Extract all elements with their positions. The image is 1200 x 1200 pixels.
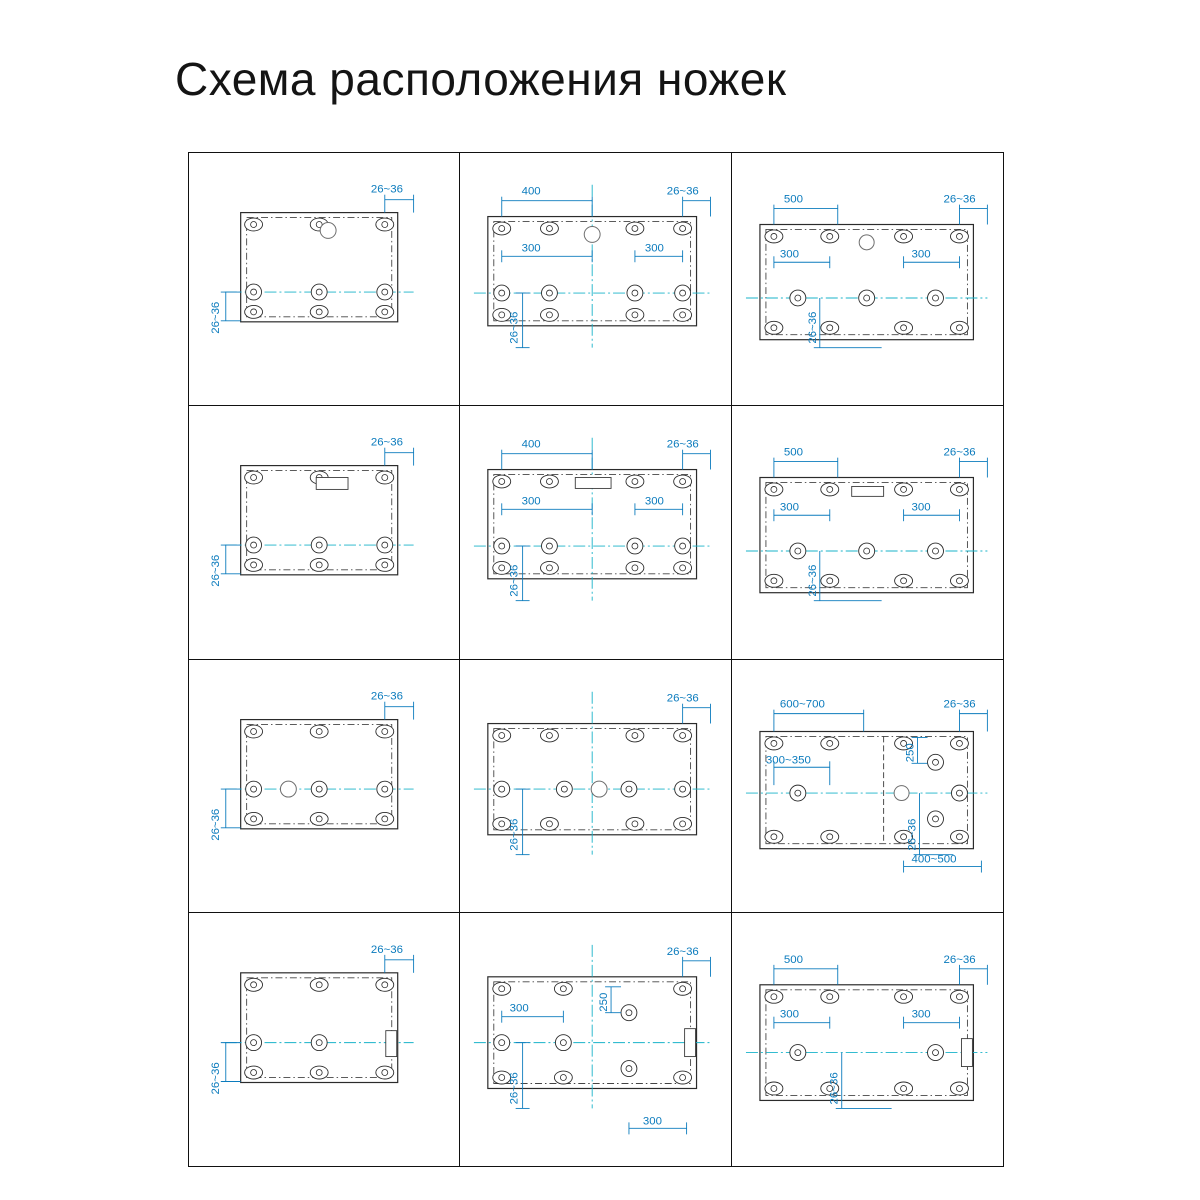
cell-2-drawing — [460, 153, 730, 405]
cell-11-drawing — [460, 913, 730, 1166]
dim-label: 250 — [598, 992, 611, 1012]
dim-label: 300 — [645, 242, 665, 255]
dim-label: 26~36 — [943, 698, 976, 711]
dim-label: 26~36 — [667, 185, 700, 198]
foot — [765, 736, 969, 842]
dim-label: 500 — [783, 953, 803, 966]
dim-label: 26~36 — [806, 311, 819, 344]
drain-icon — [280, 781, 296, 797]
dim-label: 300 — [779, 248, 799, 261]
cell-3-drawing — [732, 153, 1003, 405]
dim-label: 400 — [521, 438, 541, 451]
drain-icon — [320, 223, 336, 239]
dim-label: 26~36 — [667, 945, 700, 958]
cell-8-drawing — [460, 660, 730, 912]
slot-drain-icon — [576, 478, 612, 489]
cell-7-drawing — [189, 660, 459, 912]
dim-label: 26~36 — [508, 818, 521, 851]
cell-1-drawing — [189, 153, 459, 405]
dim-label: 400 — [521, 185, 541, 198]
diagram-cell-3 — [732, 153, 1003, 406]
drain-icon — [592, 781, 608, 797]
dim-label: 26~36 — [370, 436, 403, 449]
dim-label: 26~36 — [209, 301, 222, 334]
dim-label: 26~36 — [943, 446, 976, 459]
slot-drain-icon — [316, 478, 348, 490]
cell-5-drawing — [460, 406, 730, 658]
dim-label: 300 — [911, 501, 931, 514]
dim-label: 26~36 — [209, 808, 222, 841]
dim-label: 26~36 — [508, 311, 521, 344]
diagram-cell-10 — [189, 913, 460, 1166]
slot-drain-icon — [961, 1038, 972, 1066]
dim-label: 26~36 — [943, 193, 976, 206]
diagram-cell-5 — [460, 406, 731, 659]
dim-label: 300 — [521, 495, 541, 508]
drain-icon — [585, 226, 601, 242]
dim-label: 26~36 — [806, 564, 819, 597]
dim-label: 300 — [645, 495, 665, 508]
dim-label: 26~36 — [370, 690, 403, 703]
dim-label: 300 — [521, 242, 541, 255]
slot-drain-icon — [851, 487, 883, 497]
cell-6-drawing — [732, 406, 1003, 658]
dim-label: 400~500 — [911, 853, 957, 866]
dim-label: 300 — [510, 1002, 530, 1015]
diagram-cell-11 — [460, 913, 731, 1166]
foot — [245, 978, 394, 1079]
dim-label: 300 — [779, 1008, 799, 1021]
dim-label: 500 — [783, 193, 803, 206]
cell-4-drawing — [189, 406, 459, 658]
diagram-cell-8 — [460, 660, 731, 913]
dim-label: 26~36 — [209, 554, 222, 587]
dim-label: 300 — [643, 1115, 663, 1128]
dim-label: 26~36 — [667, 692, 700, 705]
diagram-cell-1 — [189, 153, 460, 406]
slot-drain-icon — [386, 1030, 397, 1056]
dim-label: 26~36 — [906, 818, 919, 851]
dim-label: 26~36 — [370, 183, 403, 196]
diagram-cell-2 — [460, 153, 731, 406]
page-title: Схема расположения ножек — [175, 53, 787, 105]
drain-icon — [859, 235, 874, 250]
dim-label: 26~36 — [508, 1072, 521, 1105]
drain-icon — [894, 785, 909, 800]
diagram-cell-7 — [189, 660, 460, 913]
diagram-cell-12 — [732, 913, 1003, 1166]
dim-label: 600~700 — [779, 698, 825, 711]
slot-drain-icon — [685, 1028, 696, 1056]
diagram-cell-4 — [189, 406, 460, 659]
dim-label: 26~36 — [209, 1062, 222, 1095]
dim-label: 26~36 — [370, 943, 403, 956]
diagram-cell-6 — [732, 406, 1003, 659]
dim-label: 300 — [911, 1008, 931, 1021]
schematic-grid — [188, 152, 1004, 1167]
foot — [765, 483, 969, 587]
dim-label: 500 — [783, 446, 803, 459]
dim-label: 26~36 — [667, 438, 700, 451]
foot — [245, 725, 394, 825]
dim-label: 26~36 — [508, 564, 521, 597]
dim-label: 300 — [911, 248, 931, 261]
dim-label: 26~36 — [828, 1072, 841, 1105]
dim-label: 26~36 — [943, 953, 976, 966]
foot — [245, 218, 394, 318]
dim-label: 300 — [779, 501, 799, 514]
cell-10-drawing — [189, 913, 459, 1166]
diagram-cell-9 — [732, 660, 1003, 913]
foot — [765, 990, 969, 1095]
cell-12-drawing — [732, 913, 1003, 1166]
cell-9-drawing — [732, 660, 1003, 912]
dim-label: 300~350 — [765, 753, 811, 766]
dim-label: 250 — [904, 742, 917, 762]
